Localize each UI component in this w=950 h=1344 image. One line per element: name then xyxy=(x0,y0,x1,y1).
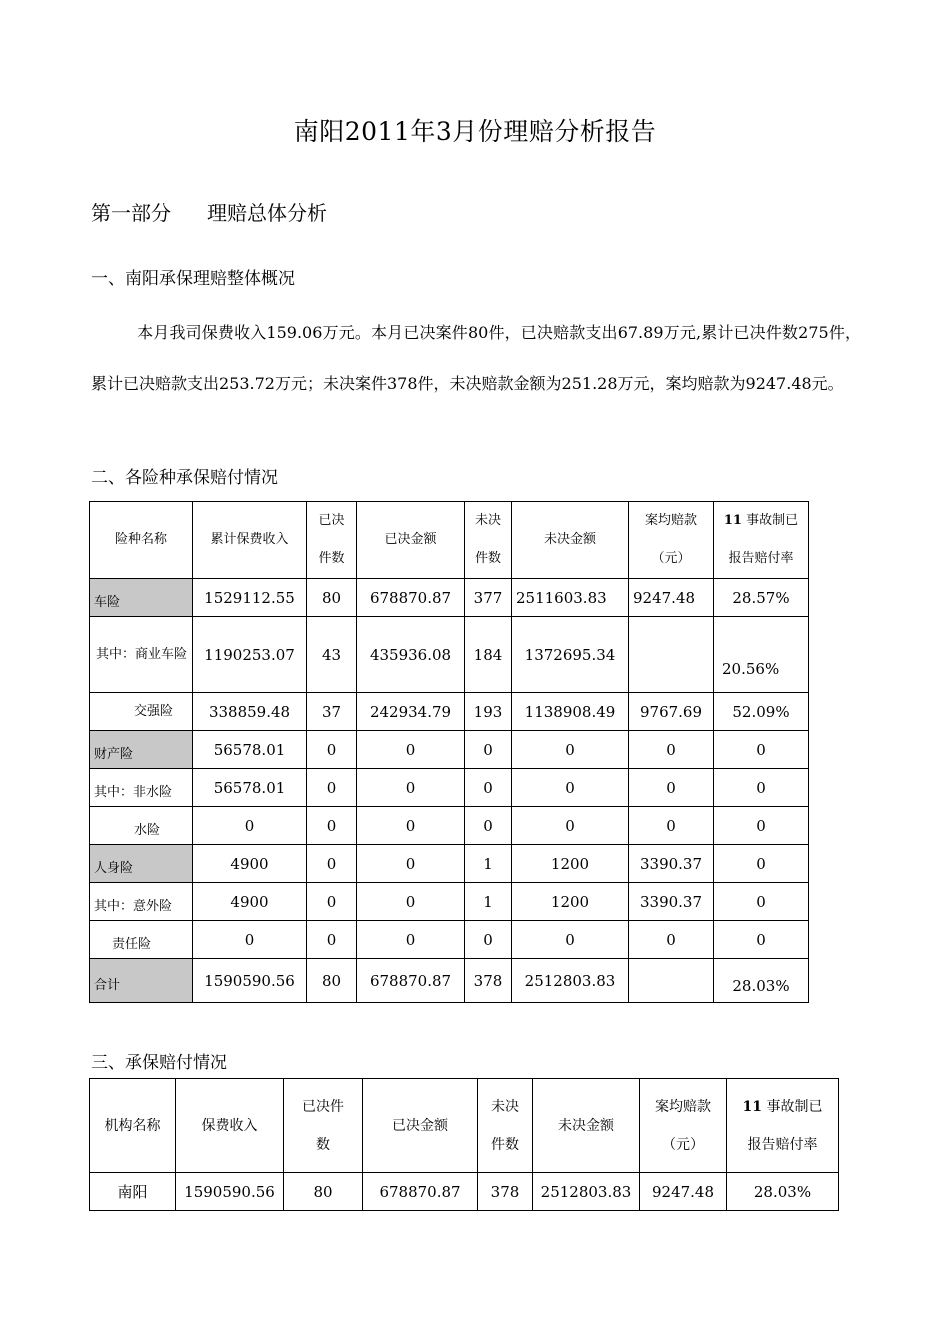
table-row xyxy=(90,693,809,731)
cell-settled-count: 80 xyxy=(307,579,357,617)
row-name: 责任险 xyxy=(90,921,193,959)
cell-settled-count: 0 xyxy=(307,883,357,921)
col-header-pending-amount: 未决金额 xyxy=(512,502,629,579)
cell-settled-count: 0 xyxy=(307,731,357,769)
cell-premium: 0 xyxy=(193,807,307,845)
summary-paragraph xyxy=(91,307,861,409)
cell-pending-amount: 2511603.83 xyxy=(512,579,629,617)
cell-settled-count: 0 xyxy=(307,807,357,845)
cell-avg: 3390.37 xyxy=(629,845,714,883)
table-row xyxy=(90,579,809,617)
col-header-pending-amount: 未决金额 xyxy=(533,1079,640,1173)
cell-settled-count: 0 xyxy=(307,769,357,807)
cell-settled-count: 43 xyxy=(307,617,357,693)
section3-heading: 三、承保赔付情况 xyxy=(91,1053,227,1073)
table-row xyxy=(90,807,809,845)
row-name: 合计 xyxy=(90,959,193,1003)
cell-premium: 56578.01 xyxy=(193,731,307,769)
cell-pending-count: 378 xyxy=(465,959,512,1003)
cell-pending-count: 1 xyxy=(465,845,512,883)
row-name: 交强险 xyxy=(90,693,193,731)
section1-heading: 一、南阳承保理赔整体概况 xyxy=(91,269,295,289)
part-heading xyxy=(91,197,327,226)
col-header-avg: 案均赔款 （元） xyxy=(640,1079,727,1173)
row-name: 人身险 xyxy=(90,845,193,883)
col-header-pending-count: 未决 件数 xyxy=(465,502,512,579)
cell-rate: 28.03% xyxy=(714,959,809,1003)
col-header-name: 险种名称 xyxy=(90,502,193,579)
cell-settled-amount: 435936.08 xyxy=(357,617,465,693)
cell-settled-count: 0 xyxy=(307,921,357,959)
cell-rate: 0 xyxy=(714,845,809,883)
cell-settled-amount: 678870.87 xyxy=(357,579,465,617)
part-title: 理赔总体分析 xyxy=(207,201,327,225)
cell-rate: 0 xyxy=(714,883,809,921)
cell-settled-count: 80 xyxy=(284,1173,363,1211)
cell-premium: 1590590.56 xyxy=(176,1173,284,1211)
cell-rate: 0 xyxy=(714,731,809,769)
cell-pending-count: 0 xyxy=(465,807,512,845)
cell-rate: 52.09% xyxy=(714,693,809,731)
section2-heading: 二、各险种承保赔付情况 xyxy=(91,468,278,488)
row-name: 水险 xyxy=(90,807,193,845)
part-label: 第一部分 xyxy=(91,201,171,225)
cell-settled-amount: 678870.87 xyxy=(357,959,465,1003)
cell-rate: 0 xyxy=(714,769,809,807)
col-header-avg: 案均赔款 （元） xyxy=(629,502,714,579)
cell-pending-count: 378 xyxy=(478,1173,533,1211)
cell-pending-amount: 2512803.83 xyxy=(533,1173,640,1211)
cell-settled-amount: 0 xyxy=(357,845,465,883)
cell-premium: 1529112.55 xyxy=(193,579,307,617)
table-row xyxy=(90,1173,839,1211)
cell-avg: 9247.48 xyxy=(640,1173,727,1211)
cell-premium: 0 xyxy=(193,921,307,959)
col-header-settled-count: 已决 件数 xyxy=(307,502,357,579)
cell-settled-amount: 0 xyxy=(357,921,465,959)
cell-rate: 28.03% xyxy=(727,1173,839,1211)
cell-pending-count: 1 xyxy=(465,883,512,921)
col-header-premium: 保费收入 xyxy=(176,1079,284,1173)
cell-pending-amount: 0 xyxy=(512,731,629,769)
col-header-rate: 11 事故制已 报告赔付率 xyxy=(714,502,809,579)
cell-avg: 0 xyxy=(629,921,714,959)
cell-pending-count: 184 xyxy=(465,617,512,693)
cell-pending-count: 377 xyxy=(465,579,512,617)
cell-name: 南阳 xyxy=(90,1173,176,1211)
cell-settled-amount: 242934.79 xyxy=(357,693,465,731)
table-row xyxy=(90,883,809,921)
cell-rate: 0 xyxy=(714,921,809,959)
cell-pending-amount: 0 xyxy=(512,769,629,807)
cell-premium: 1190253.07 xyxy=(193,617,307,693)
table-row xyxy=(90,921,809,959)
cell-settled-count: 0 xyxy=(307,845,357,883)
cell-pending-count: 0 xyxy=(465,921,512,959)
cell-settled-amount: 0 xyxy=(357,883,465,921)
cell-settled-count: 37 xyxy=(307,693,357,731)
cell-settled-amount: 0 xyxy=(357,807,465,845)
cell-pending-amount: 1200 xyxy=(512,883,629,921)
cell-pending-amount: 2512803.83 xyxy=(512,959,629,1003)
cell-pending-count: 193 xyxy=(465,693,512,731)
cell-avg xyxy=(629,959,714,1003)
cell-pending-count: 0 xyxy=(465,769,512,807)
table-header-row xyxy=(90,502,809,579)
cell-settled-amount: 678870.87 xyxy=(363,1173,478,1211)
branch-table xyxy=(89,1078,839,1211)
col-header-rate: 11 事故制已 报告赔付率 xyxy=(727,1079,839,1173)
cell-avg: 3390.37 xyxy=(629,883,714,921)
cell-pending-amount: 1200 xyxy=(512,845,629,883)
summary-text: 本月我司保费收入159.06万元。本月已决案件80件，已决赔款支出67.89万元,累计已决件数275件，累计已决赔款支出253.72万元；未决案件378件，未决赔款金额为251.28万元，案均赔款为9247.48元。 xyxy=(91,323,861,393)
cell-avg xyxy=(629,617,714,693)
report-title: 南阳2011年3月份理赔分析报告 xyxy=(293,117,657,146)
cell-rate: 20.56% xyxy=(714,617,809,693)
col-header-settled-count: 已决件 数 xyxy=(284,1079,363,1173)
row-name: 财产险 xyxy=(90,731,193,769)
cell-avg: 0 xyxy=(629,769,714,807)
cell-premium: 338859.48 xyxy=(193,693,307,731)
cell-pending-amount: 1372695.34 xyxy=(512,617,629,693)
table-row xyxy=(90,845,809,883)
cell-pending-amount: 1138908.49 xyxy=(512,693,629,731)
col-header-premium: 累计保费收入 xyxy=(193,502,307,579)
cell-avg: 0 xyxy=(629,731,714,769)
cell-avg: 9767.69 xyxy=(629,693,714,731)
cell-pending-amount: 0 xyxy=(512,921,629,959)
table-header-row xyxy=(90,1079,839,1173)
cell-avg: 0 xyxy=(629,807,714,845)
cell-pending-amount: 0 xyxy=(512,807,629,845)
row-name: 其中：意外险 xyxy=(90,883,193,921)
cell-settled-count: 80 xyxy=(307,959,357,1003)
cell-settled-amount: 0 xyxy=(357,731,465,769)
cell-settled-amount: 0 xyxy=(357,769,465,807)
row-name: 车险 xyxy=(90,579,193,617)
table-total-row xyxy=(90,959,809,1003)
cell-premium: 4900 xyxy=(193,845,307,883)
col-header-pending-count: 未决 件数 xyxy=(478,1079,533,1173)
table-row xyxy=(90,769,809,807)
cell-premium: 56578.01 xyxy=(193,769,307,807)
cell-premium: 1590590.56 xyxy=(193,959,307,1003)
cell-rate: 0 xyxy=(714,807,809,845)
cell-pending-count: 0 xyxy=(465,731,512,769)
table-row xyxy=(90,731,809,769)
cell-avg: 9247.48 xyxy=(629,579,714,617)
row-name: 其中：商业车险 xyxy=(90,617,193,693)
row-name: 其中：非水险 xyxy=(90,769,193,807)
col-header-settled-amount: 已决金额 xyxy=(363,1079,478,1173)
cell-premium: 4900 xyxy=(193,883,307,921)
cell-rate: 28.57% xyxy=(714,579,809,617)
table-row xyxy=(90,617,809,693)
col-header-name: 机构名称 xyxy=(90,1079,176,1173)
col-header-settled-amount: 已决金额 xyxy=(357,502,465,579)
insurance-type-table xyxy=(89,501,809,1003)
